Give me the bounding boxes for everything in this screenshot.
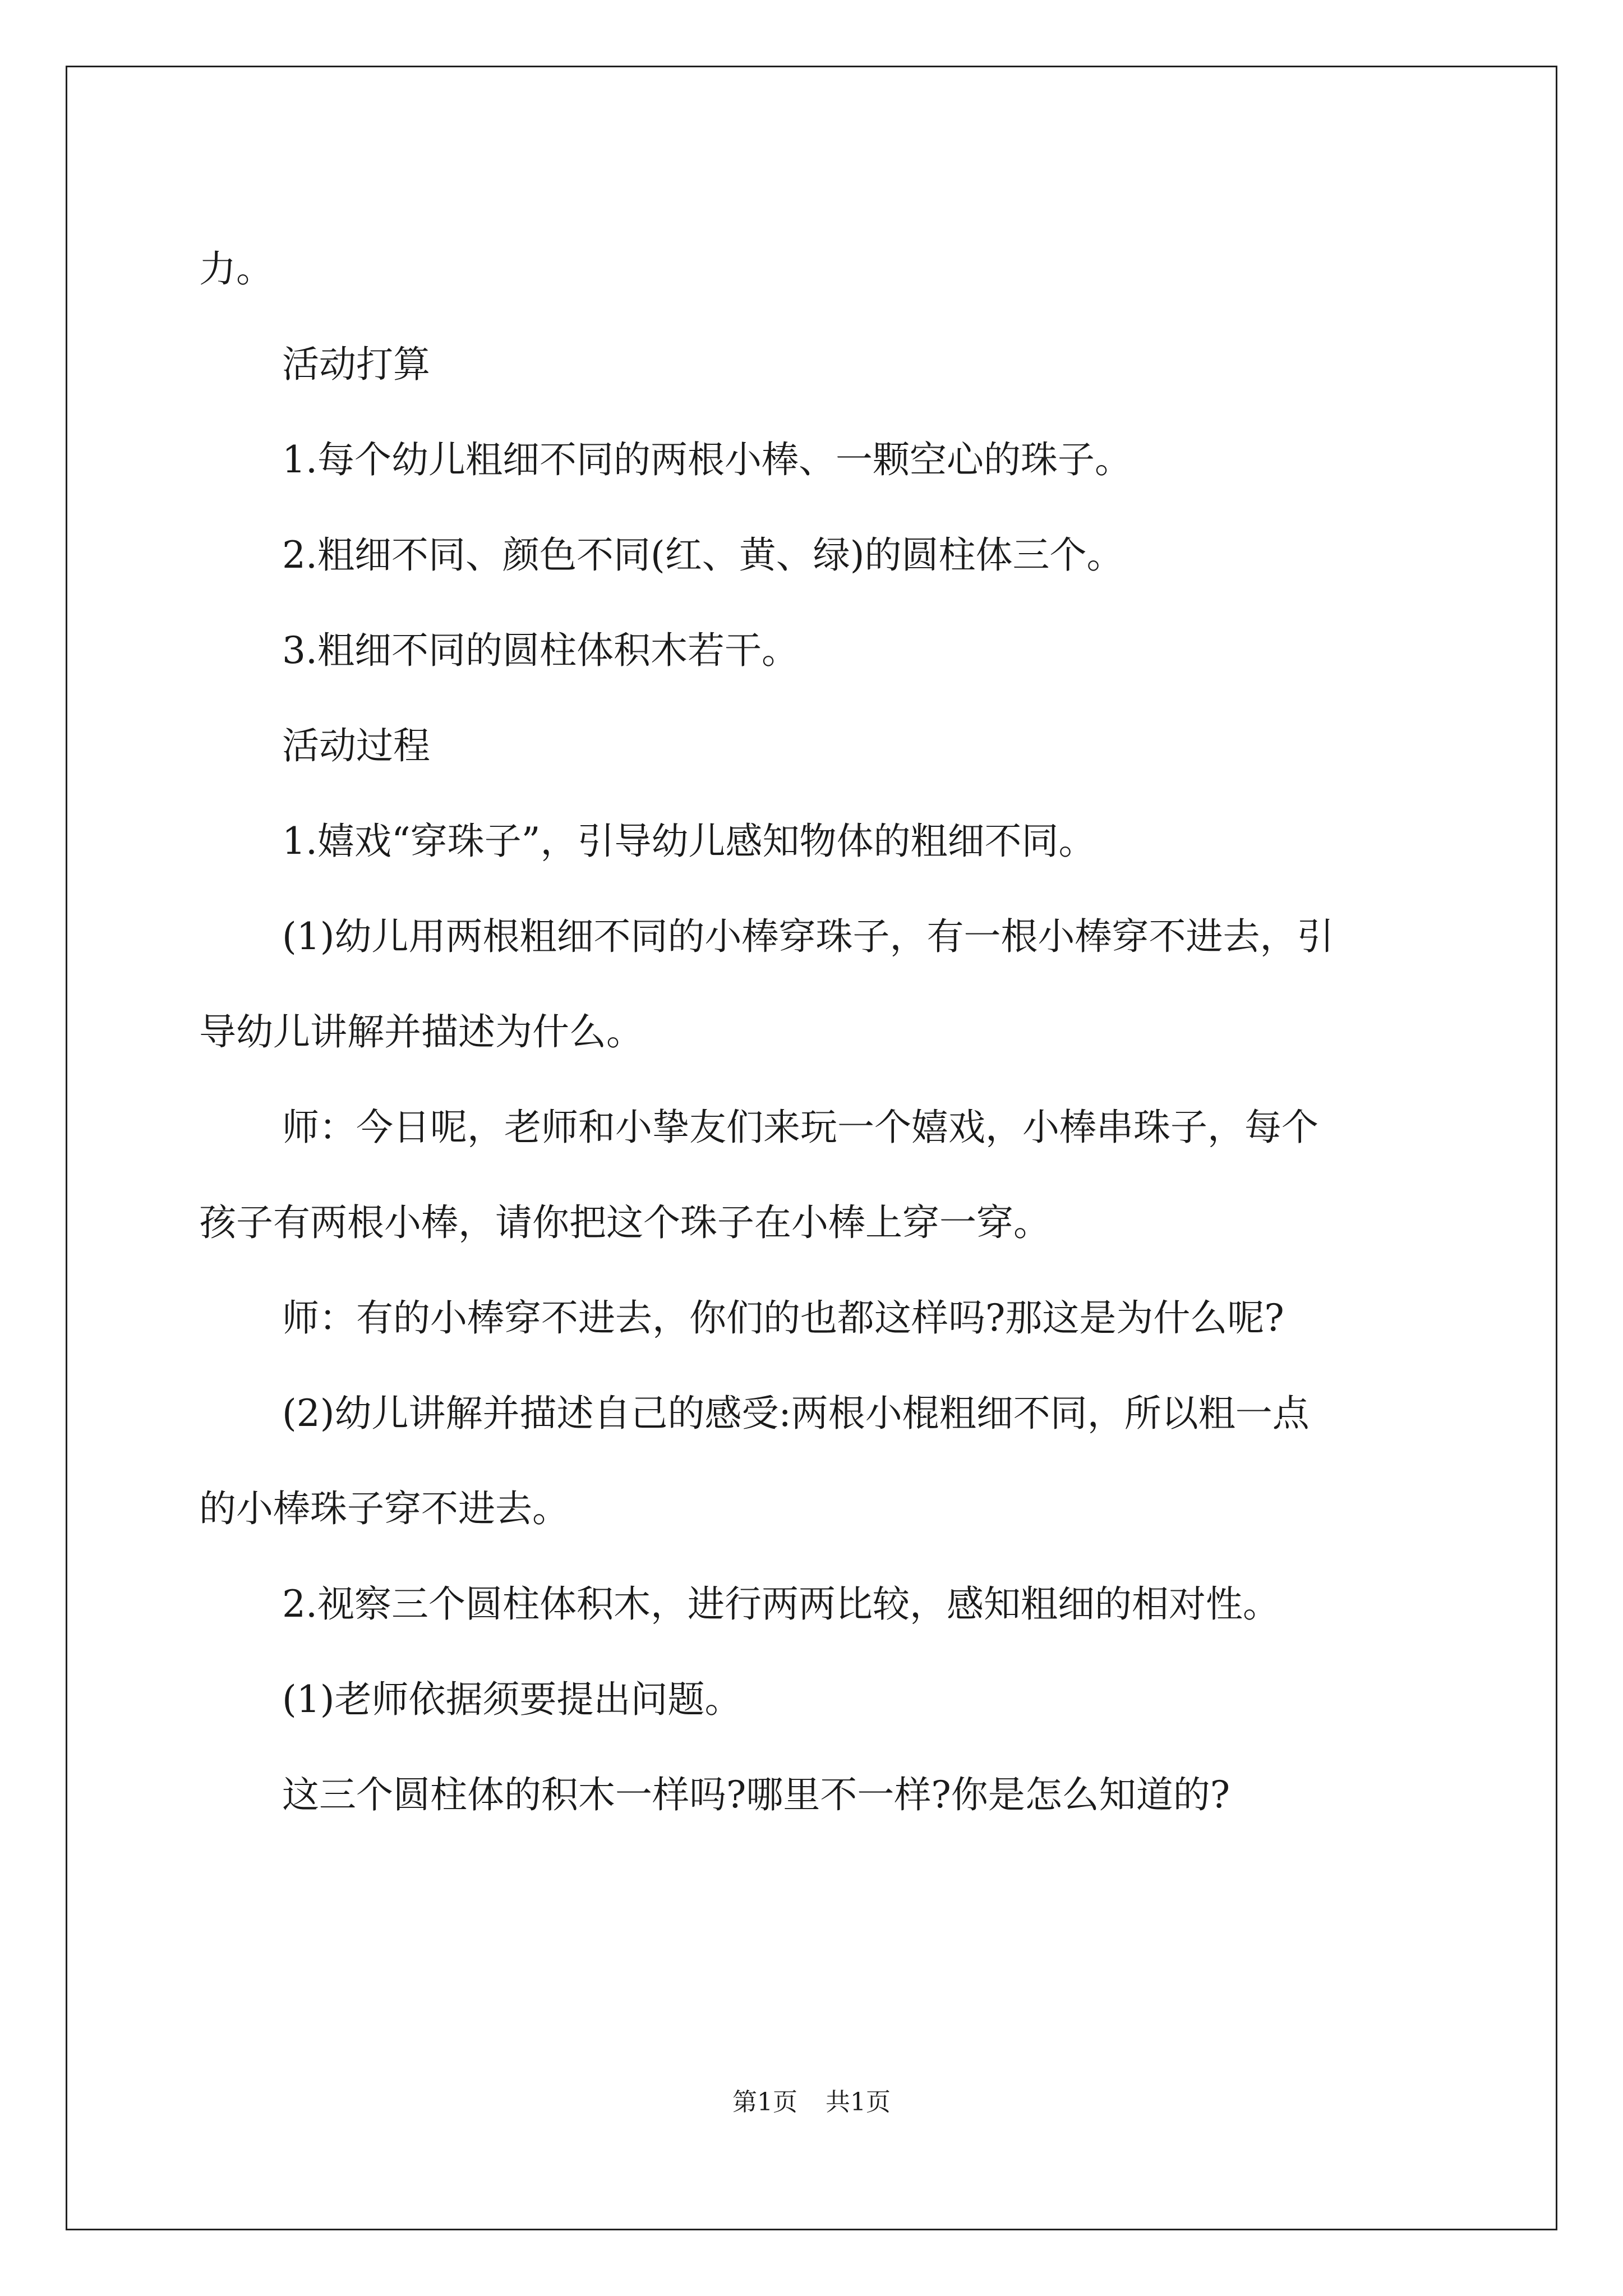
list-item: 2.视察三个圆柱体积木，进行两两比较，感知粗细的相对性。 <box>282 1582 1280 1626</box>
section-heading-preparation: 活动打算 <box>282 343 430 386</box>
paragraph: 力。 <box>199 247 273 291</box>
list-item: 3.粗细不同的圆柱体积木若干。 <box>282 629 799 672</box>
list-item: 1.嬉戏“穿珠子”，引导幼儿感知物体的粗细不同。 <box>282 820 1096 863</box>
list-item: 2.粗细不同、颜色不同(红、黄、绿)的圆柱体三个。 <box>282 533 1124 577</box>
section-heading-process: 活动过程 <box>282 724 430 767</box>
paragraph: (1)幼儿用两根粗细不同的小棒穿珠子，有一根小棒穿不进去，引 <box>282 915 1334 958</box>
paragraph: 的小棒珠子穿不进去。 <box>199 1487 569 1530</box>
document-body <box>199 222 1433 1843</box>
paragraph: 师：今日呢，老师和小挚友们来玩一个嬉戏，小棒串珠子，每个 <box>282 1106 1318 1149</box>
page-footer <box>0 2086 1623 2119</box>
paragraph: 孩子有两根小棒，请你把这个珠子在小棒上穿一穿。 <box>199 1201 1050 1244</box>
paragraph: (2)幼儿讲解并描述自己的感受:两根小棍粗细不同，所以粗一点 <box>282 1392 1310 1435</box>
paragraph: 这三个圆柱体的积木一样吗?哪里不一样?你是怎么知道的? <box>282 1773 1230 1816</box>
paragraph: 师：有的小棒穿不进去，你们的也都这样吗?那这是为什么呢? <box>282 1296 1284 1340</box>
paragraph: 导幼儿讲解并描述为什么。 <box>199 1010 643 1053</box>
list-item: 1.每个幼儿粗细不同的两根小棒、一颗空心的珠子。 <box>282 438 1132 481</box>
page-total: 共1页 <box>826 2088 891 2116</box>
page-number: 第1页 <box>732 2088 797 2116</box>
paragraph: (1)老师依据须要提出问题。 <box>282 1678 742 1721</box>
